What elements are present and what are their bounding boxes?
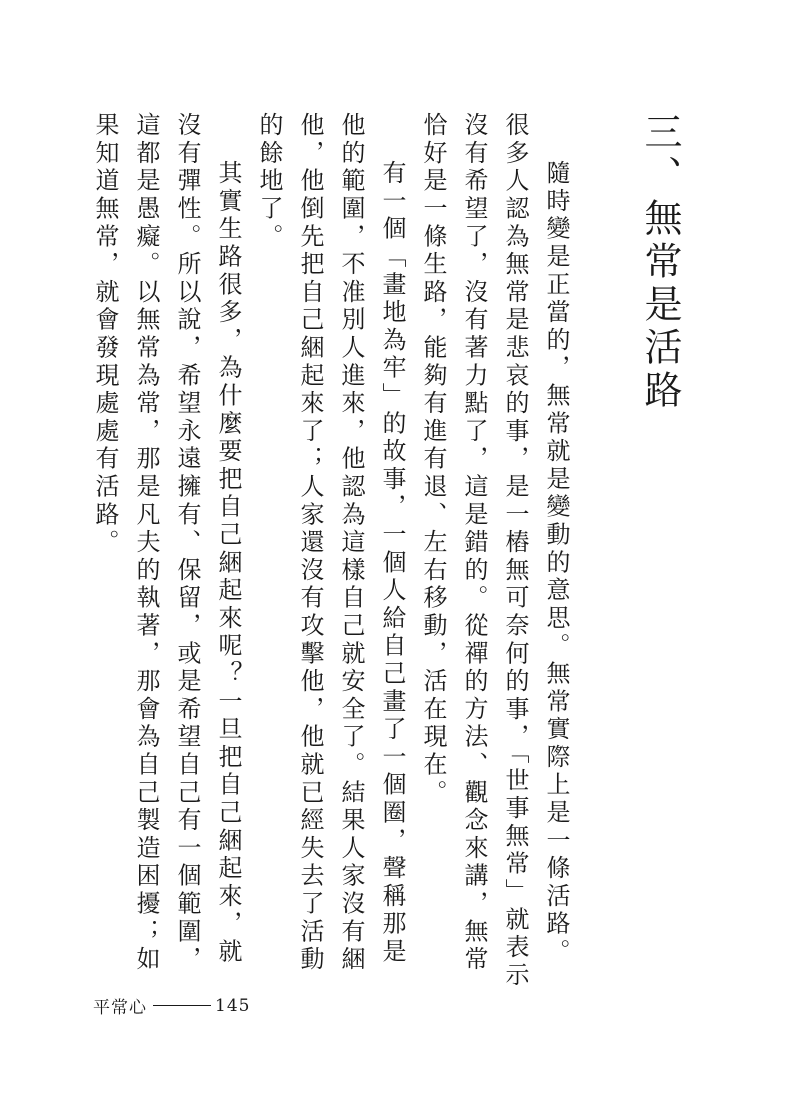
section-title: 三、無常是活路	[638, 112, 682, 413]
paragraph-3: 其實生路很多，為什麼要把自己綑起來呢？一旦把自己綑起來，就沒有彈性。所以說，希望永遠擁有、保留，或是希望自己有一個範圍，這都是愚癡。以無常為常，那是凡夫的執著，那會為自己製造困擾；如果知道無常，就會發現處處有活路。	[91, 112, 242, 974]
paragraph-2: 有一個「畫地為牢」的故事，一個人給自己畫了一個圈，聲稱那是他的範圍，不准別人進來，他認為這樣自己就安全了。結果人家沒有綑他，他倒先把自己綑起來了；人家還沒有攻擊他，他就已經失去了活動的餘地了。	[255, 112, 406, 974]
paragraph-1: 隨時變是正當的，無常就是變動的意思。無常實際上是一條活路。很多人認為無常是悲哀的事，是一樁無可奈何的事，「世事無常」就表示沒有希望了，沒有著力點了，這是錯的。從禪的方法、觀念來講，無常恰好是一條生路，能夠有進有退、左右移動，活在現在。	[419, 112, 570, 990]
footer-rule	[153, 1005, 211, 1006]
page-number: 145	[215, 995, 251, 1016]
book-title: 平常心	[93, 998, 147, 1018]
page-footer	[93, 993, 250, 1018]
vertical-text-block	[84, 112, 682, 992]
